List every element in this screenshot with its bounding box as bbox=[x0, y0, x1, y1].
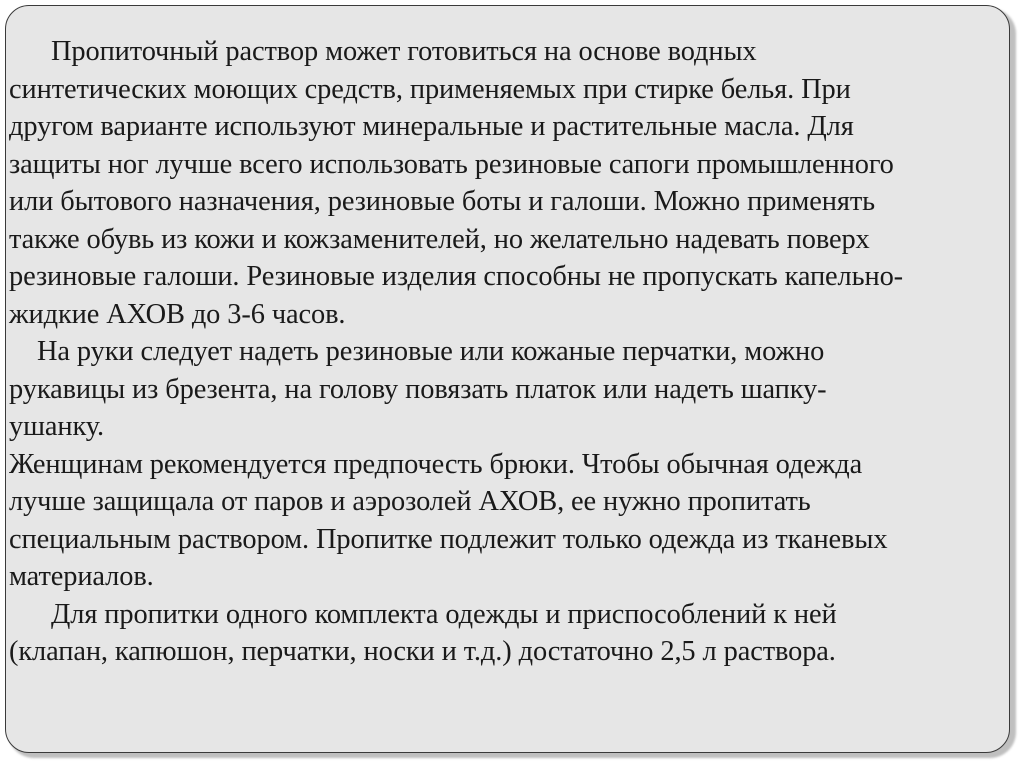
text-line: рукавицы из брезента, на голову повязать платок или надеть шапку- bbox=[9, 373, 827, 405]
text-line: резиновые галоши. Резиновые изделия способны не пропускать капельно- bbox=[9, 261, 904, 292]
text-line: материалов. bbox=[9, 561, 154, 592]
text-line: жидкие АХОВ до 3-6 часов. bbox=[9, 298, 346, 330]
slide-text-body bbox=[9, 33, 1009, 671]
text-line: или бытового назначения, резиновые боты и галоши. Можно применять bbox=[9, 186, 875, 217]
text-line: Для пропитки одного комплекта одежды и приспособлений к ней bbox=[9, 598, 837, 630]
text-line: Женщинам рекомендуется предпочесть брюки. Чтобы обычная одежда bbox=[9, 448, 863, 480]
text-line: специальным раствором. Пропитке подлежит только одежда из тканевых bbox=[9, 523, 888, 555]
text-line: (клапан, капюшон, перчатки, носки и т.д.) достаточно 2,5 л раствора. bbox=[9, 636, 836, 667]
text-line: Пропиточный раствор может готовиться на основе водных bbox=[9, 36, 757, 67]
text-line: ушанку. bbox=[9, 411, 104, 442]
text-line: лучше защищала от паров и аэрозолей АХОВ, ее нужно пропитать bbox=[9, 486, 811, 517]
text-line: также обувь из кожи и кожзаменителей, но желательно надевать поверх bbox=[9, 223, 870, 255]
text-line: защиты ног лучше всего использовать резиновые сапоги промышленного bbox=[9, 148, 894, 180]
text-line: другом варианте используют минеральные и растительные масла. Для bbox=[9, 111, 854, 142]
text-line: На руки следует надеть резиновые или кожаные перчатки, можно bbox=[9, 336, 825, 367]
text-line: синтетических моющих средств, применяемых при стирке белья. При bbox=[9, 73, 851, 105]
